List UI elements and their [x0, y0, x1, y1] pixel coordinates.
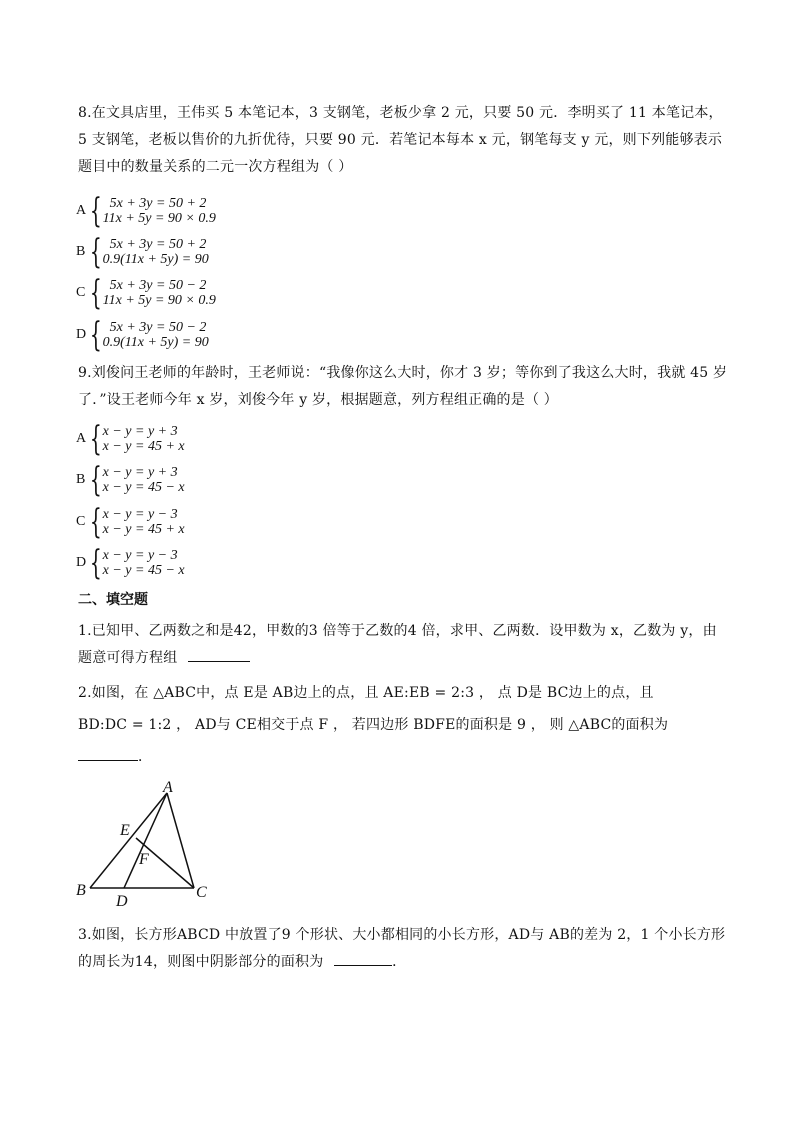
label-b: B [76, 882, 86, 899]
q9-option-c[interactable] [76, 504, 185, 540]
segment-ac [167, 793, 194, 888]
fill-question-1 [78, 618, 728, 672]
equation-system [103, 278, 216, 308]
equation: 0.9(11x + 5y) = 90 [102, 252, 209, 267]
equation: x − y = 45 + x [102, 439, 185, 454]
equation-system [103, 548, 185, 578]
equation: 5x + 3y = 50 + 2 [102, 196, 207, 211]
equation: x − y = y − 3 [102, 548, 178, 563]
q9-option-d[interactable] [76, 545, 185, 581]
q8-option-c[interactable] [76, 275, 216, 311]
q8-option-a[interactable] [76, 193, 216, 229]
equation: 0.9(11x + 5y) = 90 [102, 335, 209, 350]
fill-2-line-1: 2.如图，在 △ABC中，点 E是 AB边上的点，且 AE:EB = 2:3 ， 点 D是 BC边上的点，且 [78, 685, 654, 701]
label-a: A [163, 779, 173, 796]
equation: 11x + 5y = 90 × 0.9 [102, 211, 216, 226]
fill-question-3 [78, 922, 728, 976]
equation-system [103, 424, 185, 454]
equation: x − y = 45 + x [102, 522, 185, 537]
fill-3-text: 3.如图，长方形ABCD 中放置了9 个形状、大小都相同的小长方形，AD与 AB的差为 2，1 个小长方形的周长为14，则图中阴影部分的面积为 [78, 927, 726, 970]
brace-symbol: { [89, 232, 102, 272]
equation: 11x + 5y = 90 × 0.9 [102, 293, 216, 308]
section-title: 二、填空题 [78, 592, 148, 608]
brace-symbol: { [89, 460, 102, 500]
fill-3-end: ． [392, 954, 407, 970]
equation-system [103, 237, 209, 267]
equation: 5x + 3y = 50 − 2 [102, 320, 207, 335]
option-letter: D [76, 327, 87, 342]
fill-question-2 [78, 680, 728, 771]
label-d: D [116, 893, 128, 910]
option-letter: D [76, 555, 87, 570]
equation: x − y = y + 3 [102, 424, 178, 439]
fill-2-line-2: BD:DC = 1:2 ， AD与 CE相交于点 F ， 若四边形 BDFE的面积是 9 ， 则 △ABC的面积为 [78, 717, 669, 733]
equation-system [103, 465, 185, 495]
brace-symbol: { [89, 419, 102, 459]
fill-2-line-3 [78, 744, 728, 771]
brace-symbol: { [89, 502, 102, 542]
option-letter: B [76, 472, 86, 487]
fill-2-end: ． [138, 749, 153, 765]
q8-option-d[interactable] [76, 317, 209, 353]
segment-ad [124, 793, 167, 888]
option-letter: C [76, 285, 86, 300]
brace-symbol: { [89, 191, 102, 231]
question-8-text: 8.在文具店里，王伟买 5 本笔记本，3 支钢笔，老板少拿 2 元，只要 50 元．李明买了 11 本笔记本，5 支钢笔，老板以售价的九折优待，只要 90 元．若笔记本每本 x 元，钢笔每支 y 元，则下列能够表示题目中的数量关系的二元一次方程组为（ ） [78, 105, 723, 175]
answer-blank[interactable] [78, 746, 138, 761]
q8-option-b[interactable] [76, 234, 209, 270]
label-f: F [139, 851, 149, 868]
label-c: C [196, 884, 207, 901]
equation: 5x + 3y = 50 − 2 [102, 278, 207, 293]
fill-1-text: 1.已知甲、乙两数之和是42，甲数的3 倍等于乙数的4 倍，求甲、乙两数．设甲数为 x，乙数为 y，由题意可得方程组 [78, 623, 717, 666]
equation: x − y = 45 − x [102, 480, 185, 495]
option-letter: B [76, 244, 86, 259]
equation-system [103, 507, 185, 537]
q9-option-b[interactable] [76, 462, 185, 498]
option-letter: C [76, 514, 86, 529]
q9-option-a[interactable] [76, 421, 185, 457]
equation: x − y = 45 − x [102, 563, 185, 578]
equation-system [103, 196, 216, 226]
brace-symbol: { [89, 315, 102, 355]
segment-ab [90, 793, 167, 888]
brace-symbol: { [89, 273, 102, 313]
equation-system [103, 320, 209, 350]
equation: x − y = y − 3 [102, 507, 178, 522]
question-9-text: 9.刘俊问王老师的年龄时，王老师说：“我像你这么大时，你才 3 岁；等你到了我这么大时，我就 45 岁了．”设王老师今年 x 岁，刘俊今年 y 岁，根据题意，列方程组正确的是（ ） [78, 365, 728, 408]
option-letter: A [76, 203, 87, 218]
option-letter: A [76, 431, 87, 446]
answer-blank[interactable] [188, 647, 250, 662]
equation: x − y = y + 3 [102, 465, 178, 480]
brace-symbol: { [89, 543, 102, 583]
equation: 5x + 3y = 50 + 2 [102, 237, 207, 252]
answer-blank[interactable] [334, 951, 392, 966]
triangle-figure [72, 775, 217, 910]
label-e: E [120, 822, 130, 839]
